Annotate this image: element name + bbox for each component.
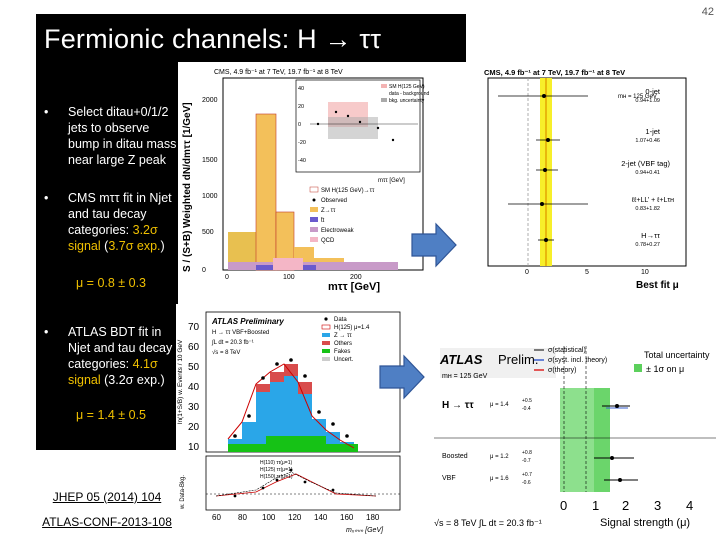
ytick: 40 <box>298 86 305 92</box>
legend-entry: σ(syst. incl. theory) <box>548 357 608 364</box>
xtick: 60 <box>212 513 221 522</box>
arrow-right-icon <box>410 222 460 268</box>
ytick: 1000 <box>202 193 218 200</box>
ytick: 70 <box>188 322 200 333</box>
ytick: -20 <box>298 140 306 146</box>
ytick: 30 <box>188 402 200 413</box>
atlas-mu-plot <box>434 340 716 536</box>
atlas-brand-sub: Prelim. <box>498 352 539 367</box>
legend-entry: σ(theory) <box>548 367 577 374</box>
bullet-2 <box>44 190 180 254</box>
legend-entry: H(110) ττ(μ=1) <box>260 460 293 466</box>
legend-entry: Data <box>334 317 347 323</box>
legend-entry: Observed <box>321 198 348 204</box>
atlas-ratio-legend <box>260 460 293 480</box>
text-panel <box>36 66 178 450</box>
cms-mu-header: CMS, 4.9 fb⁻¹ at 7 TeV, 19.7 fb⁻¹ at 8 TeV <box>484 68 626 77</box>
bullet-dot: • <box>44 105 49 119</box>
sub-label: √s = 8 TeV <box>212 350 241 356</box>
row-err: -0.6 <box>522 480 531 486</box>
row-err: +0.5 <box>522 398 532 404</box>
signal-significance: 4.1σ signal <box>68 357 158 387</box>
legend-entry: Z → ττ <box>334 333 352 339</box>
ytick: 40 <box>188 382 200 393</box>
bin-ztt <box>256 114 276 270</box>
ytick: 0 <box>298 122 302 128</box>
atlas-mu-total: Total uncertainty <box>644 350 710 360</box>
xtick: 120 <box>288 513 302 522</box>
cms-mass-xlabel: mττ [GeV] <box>328 281 380 293</box>
inset-uncertainty <box>328 117 378 139</box>
xtick: 140 <box>314 513 328 522</box>
cms-mass-ylabel: S / (S+B) Weighted dN/dmττ [1/GeV] <box>182 102 193 272</box>
xtick: 4 <box>686 498 694 513</box>
xtick: 80 <box>238 513 247 522</box>
category-label: 1-jet <box>645 127 660 136</box>
bullet-text-mid: (3.2σ exp.) <box>100 373 165 387</box>
title-bar <box>36 14 466 66</box>
legend-entry: H(150) ττ(μ=1) <box>260 474 293 480</box>
bullet-text: Select ditau+0/1/2 jets to observe bump in ditau mass near large Z peak <box>68 105 177 167</box>
cms-mass-header: CMS, 4.9 fb⁻¹ at 7 TeV, 19.7 fb⁻¹ at 8 TeV <box>214 69 343 76</box>
atlas-mu-bottom: √s = 8 TeV ∫L dt = 20.3 fb⁻¹ <box>434 518 542 528</box>
bin-qcd <box>273 258 303 270</box>
xtick: 160 <box>340 513 354 522</box>
sub-label: ∫L dt = 20.3 fb⁻¹ <box>212 340 254 346</box>
legend-entry: σ(statistical) <box>548 347 586 354</box>
signal-significance: 3.2σ signal <box>68 223 158 253</box>
cms-mu-plot <box>478 62 688 294</box>
xtick: 0 <box>560 498 568 513</box>
slide-title: Fermionic channels: H → ττ <box>44 24 382 54</box>
ytick: 0 <box>202 267 206 274</box>
xtick: 100 <box>262 513 276 522</box>
atlas-ratio-ylabel: w. Data-Bkg. <box>180 474 186 509</box>
ytick: 60 <box>188 342 200 353</box>
xtick: 0 <box>525 269 529 276</box>
row-value: μ = 1.2 <box>490 454 509 460</box>
xtick: 200 <box>350 274 362 281</box>
mu-cms: μ = 0.8 ± 0.3 <box>76 276 147 290</box>
row-label: H → ττ <box>442 400 474 411</box>
ytick: -40 <box>298 158 306 164</box>
row-err: -0.4 <box>522 406 531 412</box>
legend-entry: data - background <box>389 91 430 97</box>
xtick: 180 <box>366 513 380 522</box>
mu-atlas: μ = 1.4 ± 0.5 <box>76 408 147 422</box>
legend-entry: SM H(125 GeV)→ττ <box>321 188 375 194</box>
bullet-text-post: ) <box>160 239 165 253</box>
bullet-1 <box>44 104 180 168</box>
xtick: 100 <box>283 274 295 281</box>
bullet-dot: • <box>44 325 49 339</box>
atlas-bdt-ylabel: ln(1+S/B) w. Events / 10 GeV <box>177 339 184 424</box>
row-label: Boosted <box>442 453 468 460</box>
legend-entry: Fakes <box>334 349 351 355</box>
category-value: 0.78+0.27 <box>635 242 660 248</box>
bullet-text: ATLAS BDT fit in Njet and tau decay categories: <box>68 325 173 371</box>
bullet-3 <box>44 324 180 388</box>
arrow-right-icon <box>378 354 428 400</box>
ytick: 20 <box>188 422 200 433</box>
ytick: 2000 <box>202 97 218 104</box>
expected-significance: 3.7σ exp. <box>108 239 161 253</box>
atlas-mu-xlabel: Signal strength (μ) <box>600 517 691 529</box>
legend-entry: H(125) μ=1.4 <box>334 325 370 331</box>
atlas-bdt-plot <box>176 304 404 536</box>
category-label: H→ττ <box>641 231 660 240</box>
legend-entry: QCD <box>321 238 335 244</box>
legend-entry: Others <box>334 341 353 347</box>
category-value: 0.94+1.09 <box>635 98 660 104</box>
row-value: μ = 1.4 <box>490 402 509 408</box>
legend-entry: Electroweak <box>321 228 354 234</box>
row-err: -0.7 <box>522 458 531 464</box>
atlas-mu-band-1sigma <box>594 388 610 492</box>
ytick: 500 <box>202 229 214 236</box>
xtick: 3 <box>654 498 662 513</box>
legend-entry: Uncert. <box>334 357 354 363</box>
xtick: 5 <box>585 269 589 276</box>
xtick: 0 <box>225 274 229 281</box>
category-label: ℓℓ+LL’ + ℓ+Lτʜ <box>631 197 674 204</box>
ytick: 10 <box>188 442 200 453</box>
row-err: +0.7 <box>522 472 532 478</box>
bullet-text: CMS mττ fit in Njet and tau decay categories: <box>68 191 172 237</box>
legend-entry: H(125) ττ(μ=1) <box>260 467 293 473</box>
inset-xlabel: mττ [GeV] <box>378 178 405 184</box>
atlas-mu-mass: mʜ = 125 GeV <box>442 373 488 380</box>
legend-entry: SM H(125 GeV) <box>389 84 425 90</box>
ytick: 20 <box>298 104 305 110</box>
atlas-bdt-xlabel: mₓₘₘ [GeV] <box>346 527 384 534</box>
bullet-text-mid: ( <box>100 239 109 253</box>
row-err: +0.8 <box>522 450 532 456</box>
reference-link[interactable]: ATLAS-CONF-2013-108 <box>42 515 172 529</box>
atlas-brand: ATLAS <box>440 352 483 367</box>
xtick: 2 <box>622 498 630 513</box>
legend-entry: Z→ττ <box>321 208 336 214</box>
bullet-dot: • <box>44 191 49 205</box>
reference-link[interactable]: JHEP 05 (2014) 104 <box>52 490 162 504</box>
legend-entry: bkg. uncertainty <box>389 98 425 104</box>
category-label: 2-jet (VBF tag) <box>621 159 670 168</box>
row-value: μ = 1.6 <box>490 476 509 482</box>
category-label: 0-jet <box>645 87 660 96</box>
ytick: 50 <box>188 362 200 373</box>
sub-label: H → ττ VBF+Boosted <box>212 330 270 336</box>
page-number: 42 <box>701 6 714 18</box>
xtick: 10 <box>641 269 649 276</box>
atlas-bdt-header: ATLAS Preliminary <box>212 317 284 326</box>
category-value: 0.83+1.82 <box>635 206 660 212</box>
inset-legend <box>381 84 430 104</box>
category-value: 1.07+0.46 <box>635 138 660 144</box>
legend-entry: t̄t <box>321 218 325 224</box>
atlas-mu-band-label: ± 1σ on μ <box>646 364 685 374</box>
cms-mu-xlabel: Best fit μ <box>636 280 679 291</box>
references <box>36 490 178 540</box>
row-label: VBF <box>442 475 456 482</box>
xtick: 1 <box>592 498 600 513</box>
category-value: 0.94+0.41 <box>635 170 660 176</box>
cms-mu-mass: mʜ = 125 GeV <box>618 94 657 100</box>
ytick: 1500 <box>202 157 218 164</box>
